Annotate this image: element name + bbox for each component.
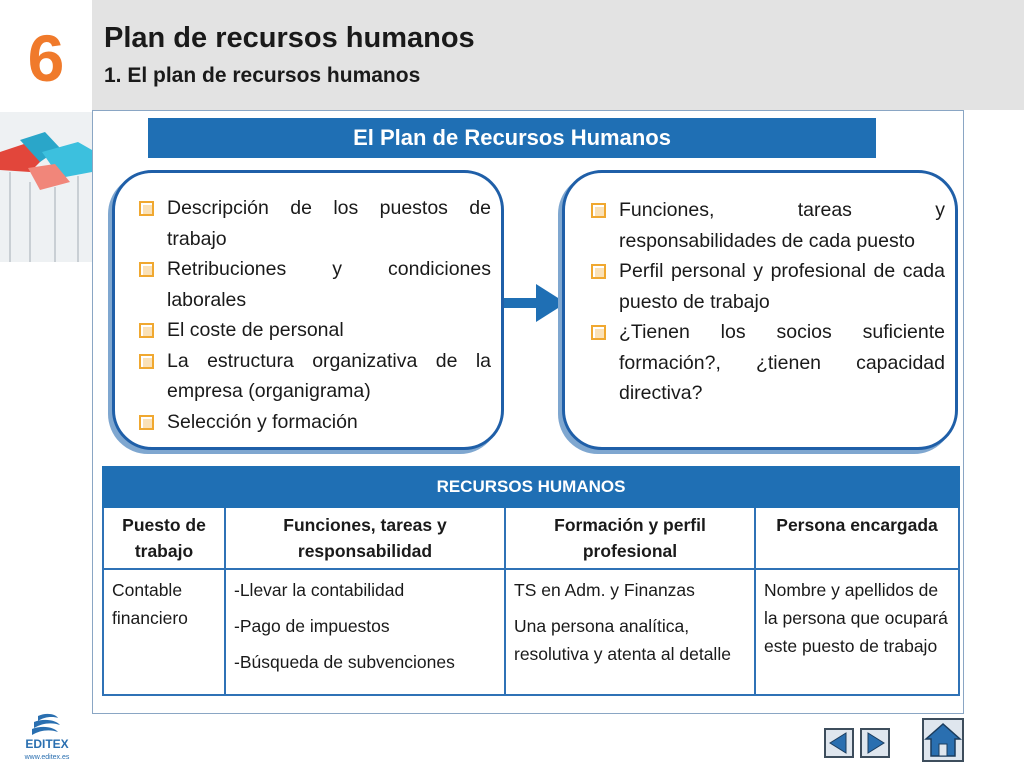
list-item-text: Perfil personal y profesional de cada puesto de trabajo	[619, 260, 945, 313]
list-item-text: ¿Tienen los socios suficiente formación?, ¿tienen capacidad directiva?	[619, 321, 945, 404]
list-item	[137, 254, 491, 315]
left-panel	[112, 170, 504, 450]
list-item-text: Descripción de los puestos de trabajo	[167, 197, 491, 250]
right-panel-list	[589, 195, 945, 409]
checkbox-bullet-icon	[139, 354, 155, 370]
list-item-text: Selección y formación	[167, 410, 358, 433]
handshake-icon	[0, 112, 92, 262]
cell-formacion	[505, 569, 755, 695]
checkbox-bullet-icon	[139, 323, 155, 339]
cell-funciones	[225, 569, 505, 695]
list-item-text: El coste de personal	[167, 319, 344, 341]
cell-line: TS en Adm. y Finanzas	[514, 580, 695, 600]
cell-line: -Búsqueda de subvenciones	[234, 652, 455, 672]
header-band	[92, 0, 1024, 110]
checkbox-bullet-icon	[139, 415, 155, 431]
list-item-text: La estructura organizativa de la empresa (organigrama)	[167, 349, 491, 402]
list-item	[589, 195, 945, 256]
cell-line: -Pago de impuestos	[234, 616, 390, 636]
home-button[interactable]	[922, 718, 964, 762]
list-item-text: Retribuciones y condiciones laborales	[167, 258, 491, 311]
cell-persona: Nombre y apellidos de la persona que ocupará este puesto de trabajo	[755, 569, 959, 695]
triangle-left-icon	[824, 728, 854, 758]
list-item	[137, 346, 491, 407]
checkbox-bullet-icon	[139, 201, 155, 217]
checkbox-bullet-icon	[591, 325, 607, 341]
page-subtitle: 1. El plan de recursos humanos	[104, 64, 421, 87]
table-title: RECURSOS HUMANOS	[103, 467, 959, 507]
column-header: Persona encargada	[755, 507, 959, 569]
checkbox-bullet-icon	[139, 262, 155, 278]
list-item	[589, 317, 945, 409]
list-item	[137, 193, 491, 254]
hr-table	[102, 466, 960, 696]
previous-button[interactable]	[824, 728, 854, 758]
table-row	[103, 569, 959, 695]
next-button[interactable]	[860, 728, 890, 758]
cell-puesto: Contable financiero	[103, 569, 225, 695]
home-icon	[922, 718, 964, 762]
brand-name: EDITEX	[25, 737, 69, 751]
column-header: Formación y perfil profesional	[505, 507, 755, 569]
column-header: Puesto de trabajo	[103, 507, 225, 569]
handshake-image	[0, 112, 92, 262]
triangle-right-icon	[860, 728, 890, 758]
chapter-badge	[0, 0, 92, 110]
checkbox-bullet-icon	[591, 264, 607, 280]
list-item	[137, 407, 491, 438]
column-header: Funciones, tareas y responsabilidad	[225, 507, 505, 569]
brand-url: www.editex.es	[24, 754, 70, 761]
checkbox-bullet-icon	[591, 203, 607, 219]
arrow-right-icon	[504, 284, 566, 322]
list-item	[589, 256, 945, 317]
editex-logo	[12, 712, 82, 762]
page-title: Plan de recursos humanos	[104, 22, 475, 54]
left-panel-list	[137, 193, 491, 437]
list-item	[137, 315, 491, 346]
cell-line: -Llevar la contabilidad	[234, 580, 405, 600]
section-banner: El Plan de Recursos Humanos	[148, 118, 876, 158]
right-panel	[562, 170, 958, 450]
editex-logo-icon	[12, 712, 82, 762]
cell-line: Una persona analítica, resolutiva y atenta al detalle	[514, 616, 731, 664]
chapter-number: 6	[27, 21, 65, 95]
list-item-text: Funciones, tareas y responsabilidades de cada puesto	[619, 199, 945, 252]
